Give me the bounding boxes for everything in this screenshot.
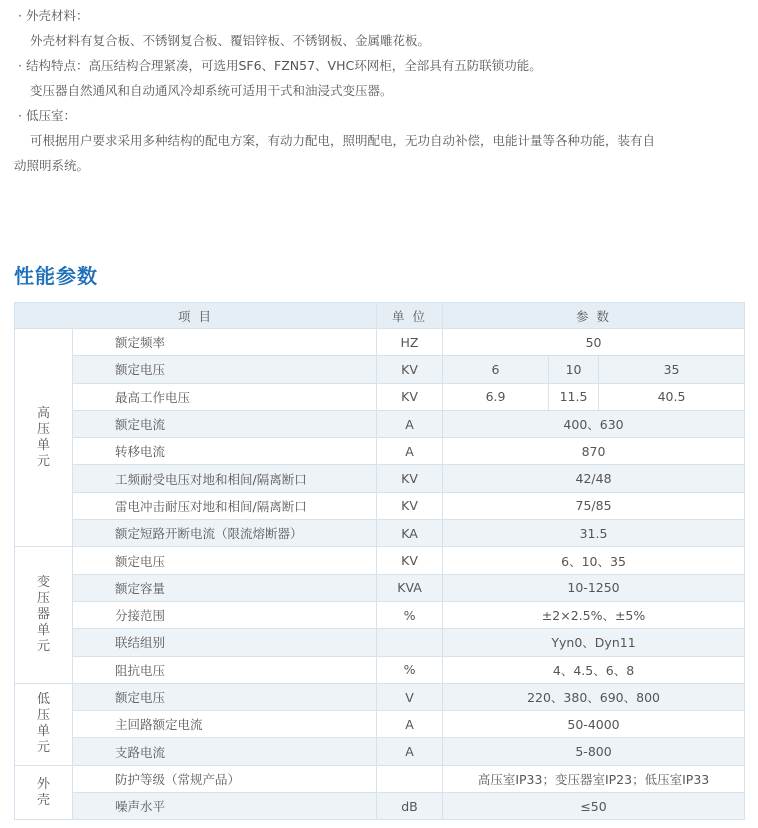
header-item: 项 目 <box>15 303 377 329</box>
row-unit: KV <box>377 547 443 574</box>
row-value: 400、630 <box>443 410 745 437</box>
row-unit <box>377 629 443 656</box>
row-value: 4、4.5、6、8 <box>443 656 745 683</box>
table-row <box>15 356 745 383</box>
row-unit: A <box>377 410 443 437</box>
row-unit: KV <box>377 465 443 492</box>
header-params: 参 数 <box>443 303 745 329</box>
row-name: 额定电压 <box>73 547 377 574</box>
row-unit: A <box>377 438 443 465</box>
table-row <box>15 547 745 574</box>
intro-line-lv-heading: · 低压室： <box>18 108 76 123</box>
row-value: ≤50 <box>443 793 745 820</box>
row-name: 分接范围 <box>73 601 377 628</box>
table-row <box>15 629 745 656</box>
row-name: 额定电压 <box>73 683 377 710</box>
row-unit <box>377 765 443 792</box>
row-name: 额定短路开断电流（限流熔断器） <box>73 520 377 547</box>
table-row <box>15 383 745 410</box>
table-header-row <box>15 303 745 329</box>
row-value-3: 40.5 <box>599 383 745 410</box>
row-value: 220、380、690、800 <box>443 683 745 710</box>
row-unit: KV <box>377 492 443 519</box>
row-value-3: 35 <box>599 356 745 383</box>
row-value: 870 <box>443 438 745 465</box>
row-value: 42/48 <box>443 465 745 492</box>
intro-line-shell-material-heading: · 外壳材料： <box>18 8 89 23</box>
group-lv-unit: 低 压 单 元 <box>15 683 73 765</box>
row-unit: A <box>377 738 443 765</box>
row-name: 噪声水平 <box>73 793 377 820</box>
table-row <box>15 711 745 738</box>
table-row <box>15 656 745 683</box>
row-name: 工频耐受电压对地和相间/隔离断口 <box>73 465 377 492</box>
row-value: 50 <box>443 329 745 356</box>
intro-line-shell-material: 外壳材料有复合板、不锈钢复合板、覆铝锌板、不锈钢板、金属雕花板。 <box>30 33 431 48</box>
row-unit: KVA <box>377 574 443 601</box>
table-row <box>15 793 745 820</box>
row-name: 最高工作电压 <box>73 383 377 410</box>
row-value: 75/85 <box>443 492 745 519</box>
table-row <box>15 520 745 547</box>
row-name: 阻抗电压 <box>73 656 377 683</box>
row-unit: KV <box>377 383 443 410</box>
row-value: 10-1250 <box>443 574 745 601</box>
intro-line-lv-desc-cont: 动照明系统。 <box>14 158 90 173</box>
header-unit: 单 位 <box>377 303 443 329</box>
section-title: 性能参数 <box>14 264 98 288</box>
table-row <box>15 438 745 465</box>
row-name: 额定电流 <box>73 410 377 437</box>
row-value-2: 10 <box>549 356 599 383</box>
intro-line-lv-desc: 可根据用户要求采用多种结构的配电方案，有动力配电，照明配电，无功自动补偿，电能计量等各种功能，装有自 <box>30 133 656 148</box>
group-shell: 外 壳 <box>15 765 73 820</box>
table-row <box>15 329 745 356</box>
table-row <box>15 574 745 601</box>
row-unit: KV <box>377 356 443 383</box>
row-value: Yyn0、Dyn11 <box>443 629 745 656</box>
table-row <box>15 683 745 710</box>
table-row <box>15 738 745 765</box>
group-transformer-unit: 变 压 器 单 元 <box>15 547 73 683</box>
row-name: 支路电流 <box>73 738 377 765</box>
row-unit: % <box>377 656 443 683</box>
row-name: 雷电冲击耐压对地和相间/隔离断口 <box>73 492 377 519</box>
row-value: 高压室IP33；变压器室IP23；低压室IP33 <box>443 765 745 792</box>
row-unit: A <box>377 711 443 738</box>
row-value: 5-800 <box>443 738 745 765</box>
row-name: 联结组别 <box>73 629 377 656</box>
row-name: 额定频率 <box>73 329 377 356</box>
row-value-1: 6 <box>443 356 549 383</box>
row-value: 6、10、35 <box>443 547 745 574</box>
intro-line-ventilation: 变压器自然通风和自动通风冷却系统可适用干式和油浸式变压器。 <box>30 83 393 98</box>
table-row <box>15 465 745 492</box>
row-value-1: 6.9 <box>443 383 549 410</box>
row-value: 50-4000 <box>443 711 745 738</box>
row-value-2: 11.5 <box>549 383 599 410</box>
row-name: 额定电压 <box>73 356 377 383</box>
table-row <box>15 765 745 792</box>
intro-line-structure: · 结构特点：高压结构合理紧凑，可选用SF6、FZN57、VHC环网柜，全部具有五防联锁功能。 <box>18 58 542 73</box>
row-name: 转移电流 <box>73 438 377 465</box>
row-unit: % <box>377 601 443 628</box>
row-name: 主回路额定电流 <box>73 711 377 738</box>
row-unit: V <box>377 683 443 710</box>
performance-parameters-table <box>14 302 745 820</box>
table-row <box>15 601 745 628</box>
row-name: 额定容量 <box>73 574 377 601</box>
table-row <box>15 410 745 437</box>
row-value: ±2×2.5%、±5% <box>443 601 745 628</box>
row-unit: HZ <box>377 329 443 356</box>
row-unit: KA <box>377 520 443 547</box>
row-unit: dB <box>377 793 443 820</box>
group-hv-unit: 高 压 单 元 <box>15 329 73 547</box>
table-row <box>15 492 745 519</box>
row-value: 31.5 <box>443 520 745 547</box>
row-name: 防护等级（常规产品） <box>73 765 377 792</box>
